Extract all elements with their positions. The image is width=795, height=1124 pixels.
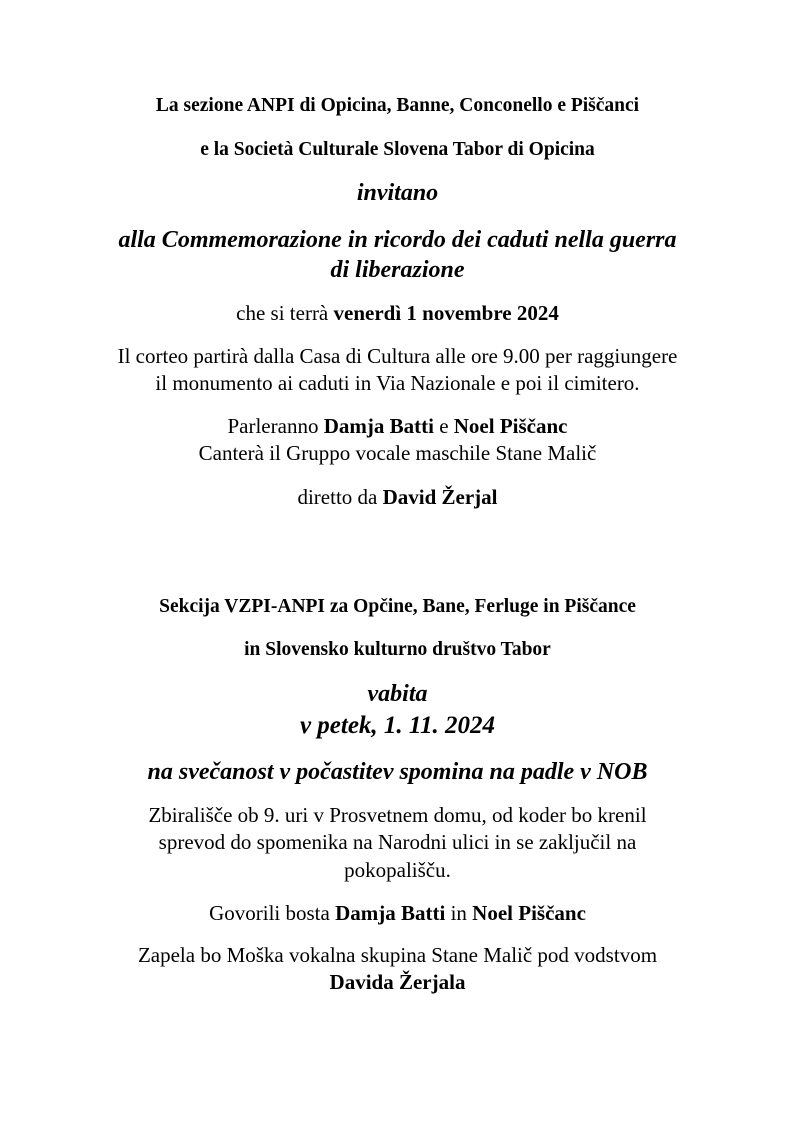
slovenian-speakers-line <box>0 903 795 924</box>
slovenian-speaker-2: Noel Piščanc <box>472 901 586 925</box>
italian-invite-verb: invitano <box>356 180 439 206</box>
italian-speaker-2: Noel Piščanc <box>453 414 568 438</box>
italian-route-line-2: il monumento ai caduti in Via Nazionale e poi il cimitero. <box>155 371 640 395</box>
slovenian-event-title: na svečanost v počastitev spomina na padle v NOB <box>147 759 648 785</box>
italian-choir-line: Canterà il Gruppo vocale maschile Stane Malič <box>198 441 597 465</box>
slovenian-route-line-1: Zbirališče ob 9. uri v Prosvetnem domu, od koder bo krenil <box>148 803 647 827</box>
slovenian-invite-verb: vabita <box>367 681 428 707</box>
italian-organizer-line-1: La sezione ANPI di Opicina, Banne, Conconello e Piščanci <box>155 95 640 116</box>
italian-conductor-line <box>0 487 795 508</box>
italian-speakers-line <box>0 416 795 437</box>
italian-conductor-name: David Žerjal <box>382 485 498 509</box>
italian-event-title-line-2: di liberazione <box>330 257 465 283</box>
slovenian-route-line-3: pokopališču. <box>344 858 451 882</box>
slovenian-speakers-conjunction: in <box>445 901 473 925</box>
italian-event-title-line-1: alla Commemorazione in ricordo dei caduti nella guerra <box>118 227 677 253</box>
slovenian-event-date: v petek, 1. 11. 2024 <box>299 712 496 739</box>
slovenian-route-line-2: sprevod do spomenika na Narodni ulici in se zaključil na <box>158 830 637 854</box>
slovenian-conductor-name: Davida Žerjala <box>329 970 466 994</box>
slovenian-speakers-prefix: Govorili bosta <box>209 901 336 925</box>
italian-event-date: venerdì 1 novembre 2024 <box>333 301 559 325</box>
italian-speaker-1: Damja Batti <box>323 414 434 438</box>
italian-speakers-conjunction: e <box>433 414 454 438</box>
slovenian-choir-line: Zapela bo Moška vokalna skupina Stane Malič pod vodstvom <box>137 943 658 967</box>
italian-date-prefix: che si terrà <box>236 301 334 325</box>
italian-organizer-line-2: e la Società Culturale Slovena Tabor di Opicina <box>200 139 595 160</box>
slovenian-organizer-line-2: in Slovensko kulturno društvo Tabor <box>244 639 551 660</box>
italian-route-line-1: Il corteo partirà dalla Casa di Cultura alle ore 9.00 per raggiungere <box>117 344 678 368</box>
slovenian-speaker-1: Damja Batti <box>335 901 446 925</box>
slovenian-organizer-line-1: Sekcija VZPI-ANPI za Opčine, Bane, Ferluge in Piščance <box>159 596 636 617</box>
italian-conductor-prefix: diretto da <box>297 485 383 509</box>
italian-date-line <box>0 303 795 324</box>
italian-speakers-prefix: Parleranno <box>227 414 324 438</box>
